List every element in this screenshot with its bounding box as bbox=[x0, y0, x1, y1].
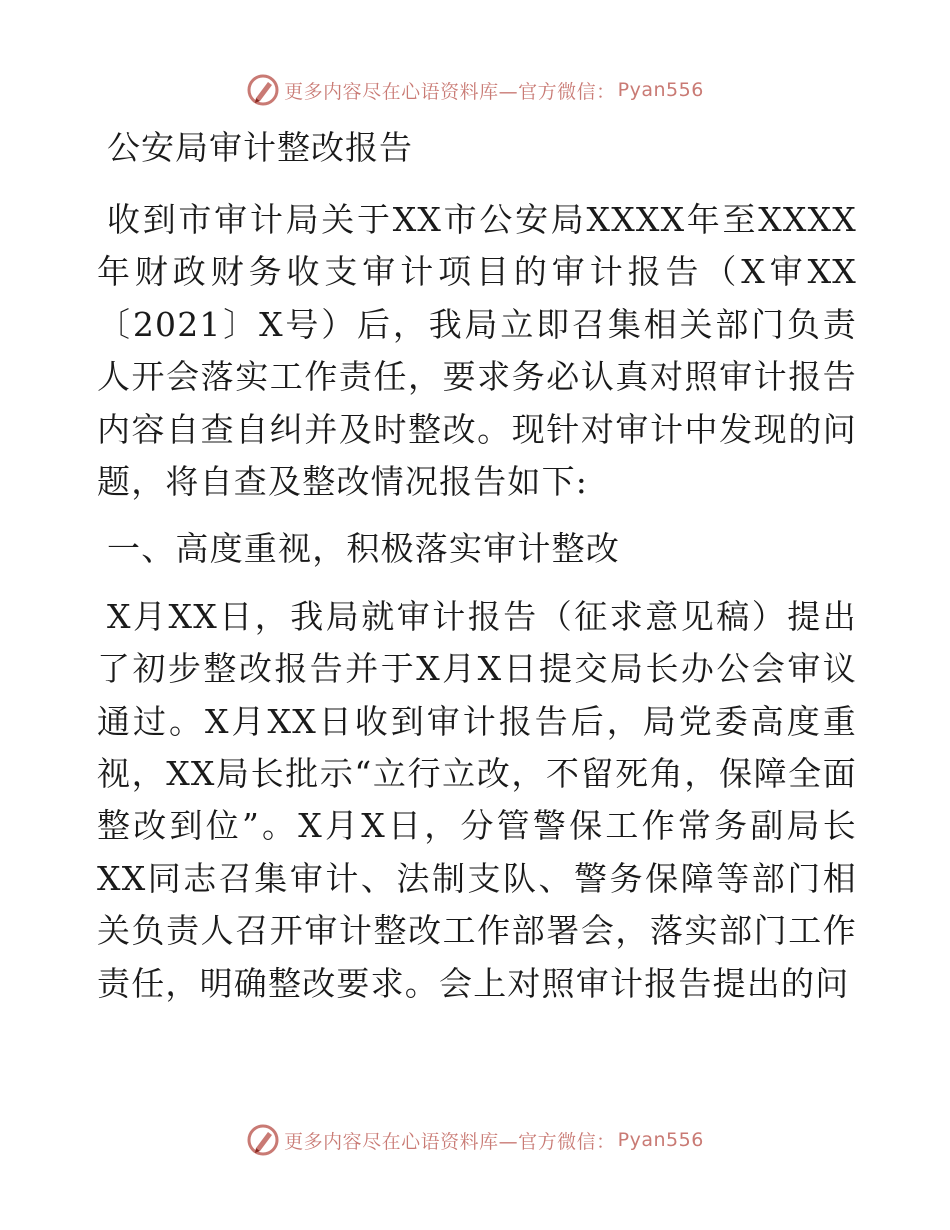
section-heading-1: 一、高度重视，积极落实审计整改 bbox=[107, 529, 620, 569]
watermark-text: 更多内容尽在心语资料库—官方微信： bbox=[284, 80, 616, 103]
watermark-wechat-id: Pyan556 bbox=[617, 1129, 704, 1151]
pen-logo-icon bbox=[246, 73, 280, 107]
paragraph-section-1: X月XX日，我局就审计报告（征求意见稿）提出了初步整改报告并于X月X日提交局长办公会审议通过。X月XX日收到审计报告后，局党委高度重视，XX局长批示“立行立改，不留死角，保障全面整改到位”。X月X日，分管警保工作常务副局长XX同志召集审计、法制支队、警务保障等部门相关负责人召开审计整改工作部署会，落实部门工作责任，明确整改要求。会上对照审计报告提出的问 bbox=[97, 596, 857, 1003]
document-body bbox=[97, 122, 857, 1010]
pen-logo-icon bbox=[246, 1123, 280, 1157]
document-title: 公安局审计整改报告 bbox=[107, 128, 413, 167]
watermark-wechat-id: Pyan556 bbox=[617, 79, 704, 101]
watermark-footer bbox=[0, 1120, 950, 1160]
watermark-text: 更多内容尽在心语资料库—官方微信： bbox=[284, 1130, 616, 1153]
paragraph-intro: 收到市审计局关于XX市公安局XXXX年至XXXX年财政财务收支审计项目的审计报告（X审XX〔2021〕X号）后，我局立即召集相关部门负责人开会落实工作责任，要求务必认真对照审计报告内容自查自纠并及时整改。现针对审计中发现的问题，将自查及整改情况报告如下: bbox=[97, 200, 857, 502]
watermark-header bbox=[0, 70, 950, 110]
